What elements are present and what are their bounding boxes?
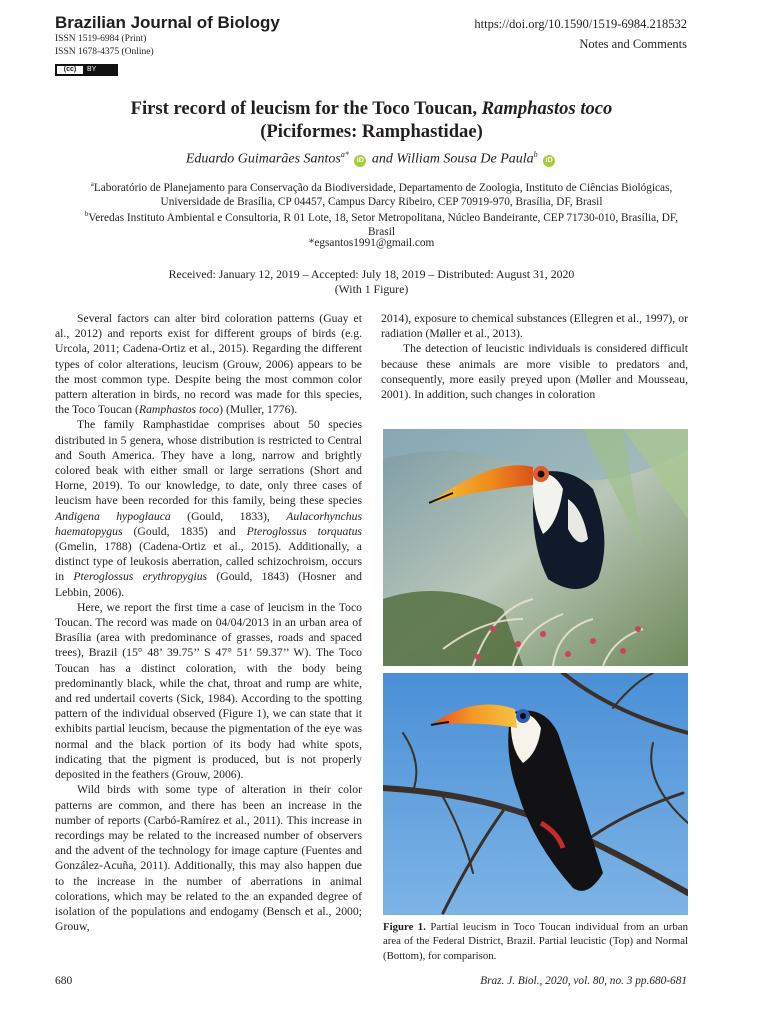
right-column [381,311,688,402]
affil-a-text: Laboratório de Planejamento para Conservação da Biodiversidade, Departamento de Zoologia, Instituto de Ciências Biológicas, Universidade de Brasília, CP 04457, Campus Darcy Ribeiro, CEP 70919-970, Brasília, DF, Brasil [93,181,673,209]
author-line [55,150,688,168]
title-line2: (Piciformes: Ramphastidae) [260,121,483,142]
author-separator: and [368,151,397,167]
author1-name: Eduardo Guimarães Santos [185,151,341,167]
paragraph: The detection of leucistic individuals is considered difficult because these animals are more visible to predators and, consequently, more easily preyed upon (Møller and Mousseau, 2001). In addition, such changes in coloration [381,342,688,402]
text-run: (Gould, 1843) (Hosner and Lebbin, 2006). [55,570,362,599]
figure-photo-leucistic [383,429,688,666]
corresponding-email[interactable]: *egsantos1991@gmail.com [308,237,435,249]
species-name: Pteroglossus torquatus [246,524,362,538]
text-run: (Gmelin, 1788) (Cadena-Ortiz et al., 2015). Additionally, a distinct type of leukosis aberration, called schizochroism, occurs in [55,540,362,584]
affil-b-text: Veredas Instituto Ambiental e Consultoria, R 01 Lote, 18, Setor Metropolitana, Núcleo Bandeirante, CEP 71730-010, Brasília, DF, Brasil [88,211,679,239]
paragraph: Here, we report the first time a case of leucism in the Toco Toucan. The record was made on 04/04/2013 in an urban area of Brasília (area with predominance of grasses, roads and spaced trees), Brazil (15° 48’ 39.75’’ S 47° 51’ 59.37’’ W). The Toco Toucan has a distinct coloration, with the body being predominantly black, while the chat, throat and rump are white, and red undertail coverts (Sick, 1984). According to the spotting pattern of the individual observed (Figure 1), we can state that it exhibits partial leucism, because the pigmentation of the eye was normal and the black portion of its body had white spots, indicating that the pigment is produced, but is not properly deposited in the feathers (Grouw, 2006). [55,600,362,782]
dates-line: Received: January 12, 2019 – Accepted: July 18, 2019 – Distributed: August 31, 2020 [168,267,575,281]
journal-title: Brazilian Journal of Biology [55,13,280,32]
species-name: Pteroglossus erythropygius [73,570,208,584]
article-title [55,97,688,143]
license-label: BY [87,66,97,73]
text-run: (Gould, 1835) and [122,524,247,538]
title-species: Ramphastos toco [481,98,613,119]
section-label: Notes and Comments [579,37,687,51]
cc-license-badge[interactable] [55,64,118,76]
issn-online: ISSN 1678-4375 (Online) [55,47,154,57]
caption-text: Partial leucism in Toco Toucan individual from an urban area of the Federal District, Brazil. Partial leucistic (Top) and Normal (Bottom), for comparison. [383,921,688,962]
text-run: Several factors can alter bird coloration patterns (Guay et al., 2012) and reports exist for different groups of birds (e.g. Urcola, 2011; Cadena-Ortiz et al., 2015). Regarding the different types of color alterations, leucism (Grouw, 2006) appears to be the most common type. Despite being the most common color pattern alteration in birds, no record was made for this species, the Toco Toucan ( [55,312,362,417]
issn-print: ISSN 1519-6984 (Print) [55,34,147,44]
species-name: Andigena hypoglauca [55,509,171,523]
figure-photo-normal [383,673,688,915]
affiliation-a [75,177,688,210]
species-name: Aulacorhynchus haematopygus [55,509,362,538]
figure-count: (With 1 Figure) [334,282,409,296]
author1-sup: a* [340,150,349,159]
figure-caption [383,920,688,963]
author2-sup: b [533,150,538,159]
paragraph: 2014), exposure to chemical substances (Ellegren et al., 1997), or radiation (Møller et al., 2013). [381,312,688,341]
article-dates [55,267,688,297]
text-run: The family Ramphastidae comprises about 50 species distributed in 5 genera, whose distribution is restricted to Central and South America. They have a long, narrow and brightly colored beak with either small or large serrations (Short and Horne, 2019). To our knowledge, to date, only three cases of leucism have been recorded for this family, being these species [55,418,362,508]
affiliation-b [75,207,688,240]
figure-label: Figure 1. [383,921,426,933]
doi-link[interactable]: https://doi.org/10.1590/1519-6984.218532 [474,17,687,31]
text-run: ) (Muller, 1776). [219,403,298,417]
journal-citation: Braz. J. Biol., 2020, vol. 80, no. 3 pp.680-681 [480,975,687,987]
title-line1: First record of leucism for the Toco Toucan, [130,98,482,119]
paragraph [55,417,362,599]
affil-b-sup: b [84,210,89,218]
orcid-icon[interactable]: iD [354,155,366,167]
cc-logo-icon: (cc) [57,66,83,74]
text-run: (Gould, 1833), [170,509,287,523]
author2-name: William Sousa De Paula [396,151,534,167]
species-name: Ramphastos toco [138,403,220,417]
affil-a-sup: a [90,180,94,188]
paragraph [55,311,362,417]
orcid-icon[interactable]: iD [543,155,555,167]
page-number: 680 [55,975,73,987]
left-column [55,311,362,934]
paragraph: Wild birds with some type of alteration in their color patterns are common, and there has been an increase in the number of reports (Carbó-Ramírez et al., 2011). This increase in recordings may be related to the increased number of observers and the advent of the technology for image capture (Fuentes and González-Acuña, 2011). Additionally, this may also happen due to the increase in the number of aberrations in animal colorations, which may be related to the an expanded degree of isolation of the populations and endogamy (Bensch et al., 2000; Grouw, [55,783,362,934]
